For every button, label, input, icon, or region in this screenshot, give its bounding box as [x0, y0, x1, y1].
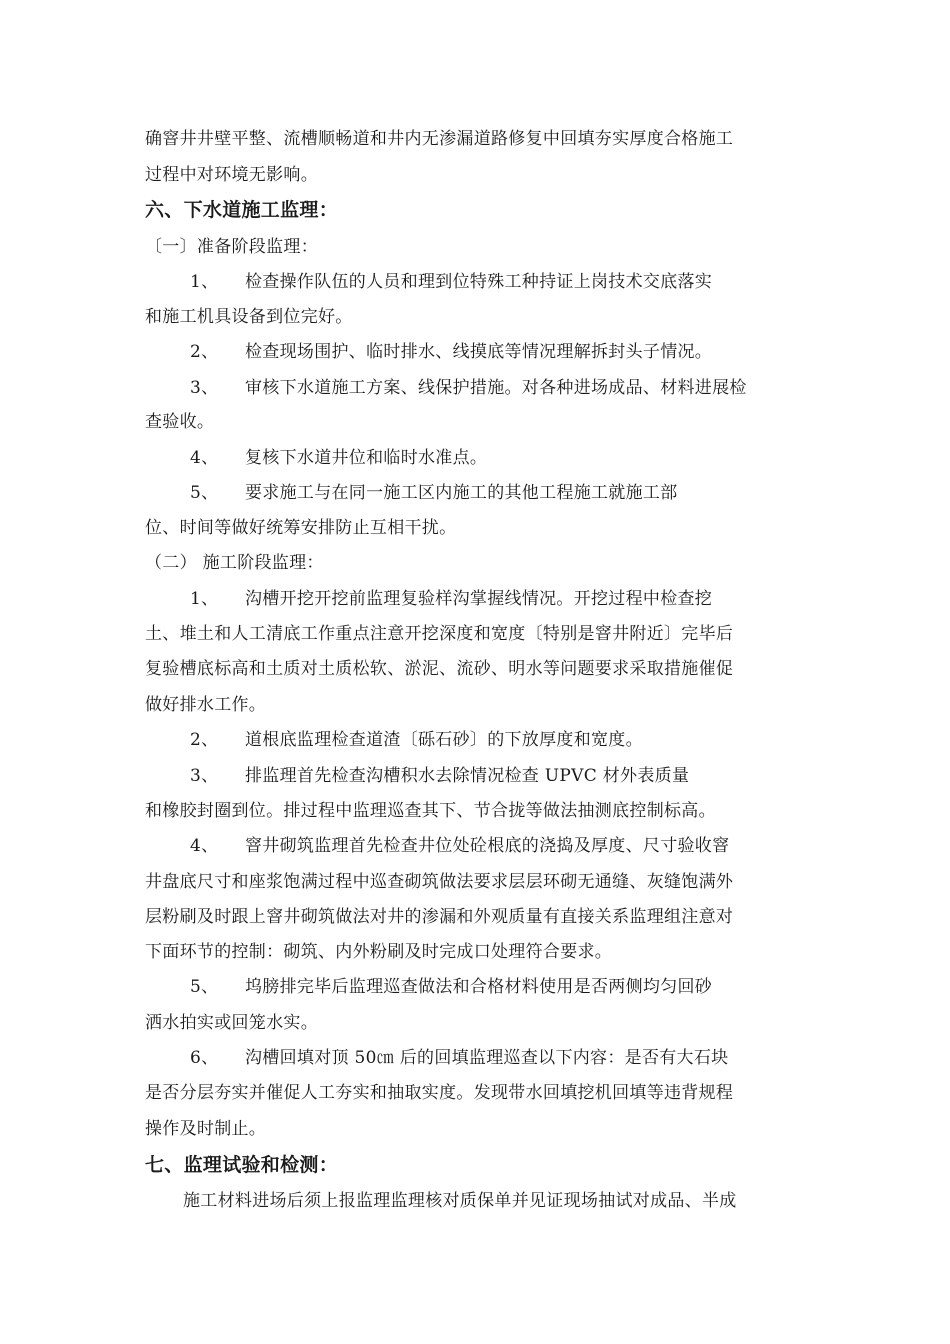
- paragraph-line: 洒水拍实或回笼水实。: [145, 1013, 318, 1033]
- paragraph-line: 井盘底尺寸和座浆饱满过程中巡查砌筑做法要求层层环砌无通缝、灰缝饱满外: [145, 872, 734, 892]
- paragraph-line: 复验槽底标高和土质对土质松软、淤泥、流砂、明水等问题要求采取措施催促: [145, 659, 734, 679]
- subsection-heading-1: 〔一〕准备阶段监理：: [145, 237, 318, 257]
- list-number: 2、: [190, 730, 219, 750]
- list-text: 沟槽开挖开挖前监理复验样沟掌握线情况。开挖过程中检查挖: [245, 589, 713, 609]
- list-number: 5、: [190, 977, 219, 997]
- list-text: 道根底监理检查道渣〔砾石砂〕的下放厚度和宽度。: [245, 730, 643, 750]
- paragraph-line: 做好排水工作。: [145, 695, 267, 715]
- paragraph-line: 确窨井井壁平整、流槽顺畅道和井内无渗漏道路修复中回填夯实厚度合格施工: [145, 129, 734, 149]
- paragraph-line: 位、时间等做好统筹安排防止互相干扰。: [145, 518, 457, 538]
- list-number: 4、: [190, 448, 219, 468]
- list-text: 沟槽回填对顶 50㎝ 后的回填监理巡查以下内容：是否有大石块: [245, 1048, 729, 1068]
- paragraph-line: 下面环节的控制：砌筑、内外粉刷及时完成口处理符合要求。: [145, 942, 613, 962]
- list-text: 复核下水道井位和临时水准点。: [245, 448, 488, 468]
- list-number: 3、: [190, 378, 219, 398]
- paragraph-line: 施工材料进场后须上报监理监理核对质保单并见证现场抽试对成品、半成: [183, 1191, 737, 1211]
- paragraph-line: 过程中对环境无影响。: [145, 165, 318, 185]
- paragraph-line: 操作及时制止。: [145, 1119, 267, 1139]
- list-number: 1、: [190, 272, 219, 292]
- list-text: 排监理首先检查沟槽积水去除情况检查 UPVC 材外表质量: [245, 766, 690, 786]
- list-number: 1、: [190, 589, 219, 609]
- list-number: 4、: [190, 836, 219, 856]
- subsection-heading-2: （二） 施工阶段监理：: [145, 553, 324, 573]
- section-heading-6: 六、下水道施工监理：: [145, 199, 339, 221]
- list-text: 审核下水道施工方案、线保护措施。对各种进场成品、材料进展检: [245, 378, 747, 398]
- list-number: 6、: [190, 1048, 219, 1068]
- list-text: 检查现场围护、临时排水、线摸底等情况理解拆封头子情况。: [245, 342, 713, 362]
- section-heading-7: 七、监理试验和检测：: [145, 1154, 339, 1176]
- paragraph-line: 层粉刷及时跟上窨井砌筑做法对井的渗漏和外观质量有直接关系监理组注意对: [145, 907, 734, 927]
- list-text: 要求施工与在同一施工区内施工的其他工程施工就施工部: [245, 483, 678, 503]
- list-number: 3、: [190, 766, 219, 786]
- paragraph-line: 是否分层夯实并催促人工夯实和抽取实度。发现带水回填挖机回填等违背规程: [145, 1083, 734, 1103]
- list-text: 窨井砌筑监理首先检查井位处砼根底的浇捣及厚度、尺寸验收窨: [245, 836, 730, 856]
- list-text: 坞膀排完毕后监理巡查做法和合格材料使用是否两侧均匀回砂: [245, 977, 713, 997]
- paragraph-line: 和施工机具设备到位完好。: [145, 307, 353, 327]
- list-number: 2、: [190, 342, 219, 362]
- list-number: 5、: [190, 483, 219, 503]
- paragraph-line: 土、堆土和人工清底工作重点注意开挖深度和宽度〔特别是窨井附近〕完毕后: [145, 624, 734, 644]
- list-text: 检查操作队伍的人员和理到位特殊工种持证上岗技术交底落实: [245, 272, 713, 292]
- paragraph-line: 和橡胶封圈到位。排过程中监理巡查其下、节合拢等做法抽测底控制标高。: [145, 801, 716, 821]
- paragraph-line: 查验收。: [145, 412, 215, 432]
